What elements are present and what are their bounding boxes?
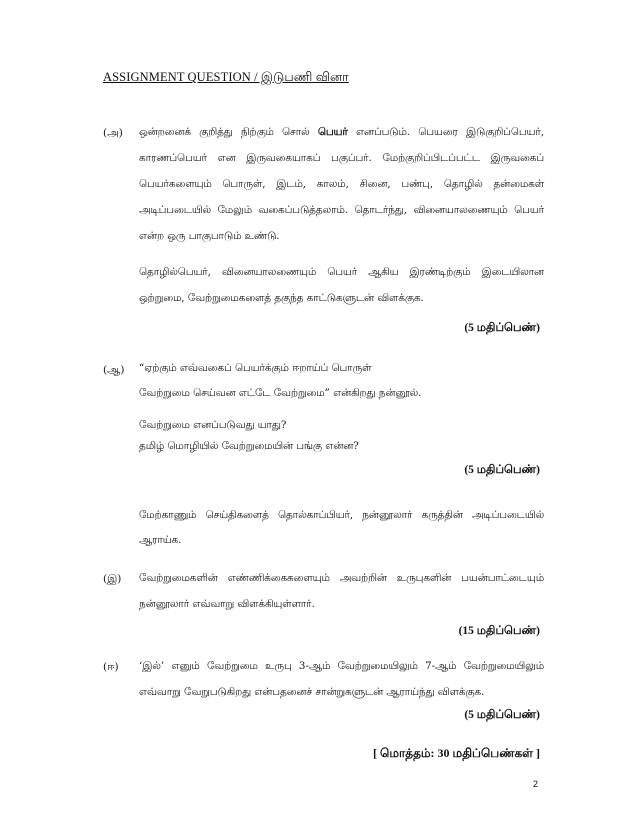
question-ii-label: (ஈ) — [103, 661, 119, 673]
question-i-label: (இ) — [103, 573, 122, 585]
question-a-marks: (5 மதிப்பெண்) — [464, 322, 540, 334]
question-ii-line-1: ‘இல்’ எனும் வேற்றுமை உருபு 3-ஆம் வேற்றுமையிலும் 7-ஆம் வேற்றுமையிலும் — [139, 660, 544, 672]
total-marks: [ மொத்தம்: 30 மதிப்பெண்கள் ] — [372, 746, 540, 760]
page-number: 2 — [532, 779, 538, 789]
question-aa-marks: (5 மதிப்பெண்) — [464, 464, 540, 476]
assignment-heading: ASSIGNMENT QUESTION / இடுபணி வினா — [103, 70, 349, 84]
question-i-line-2: நன்னூலார் எவ்வாறு விளக்கியுள்ளார். — [139, 598, 315, 610]
question-a-line-3: பெயர்களையும் பொருள், இடம், காலம், சினை, பண்பு, தொழில் தன்மைகள் — [139, 178, 544, 190]
question-ii-marks: (5 மதிப்பெண்) — [464, 709, 540, 721]
keyword-peyar: பெயர் — [317, 126, 348, 138]
question-i-marks: (15 மதிப்பெண்) — [458, 625, 540, 637]
question-aa-quote-line-2: வேற்றுமை செய்வன எட்டே வேற்றுமை” என்கிறது நன்னூல். — [139, 387, 422, 399]
question-a-line-5: என்ற ஒரு பாகுபாடும் உண்டு. — [139, 230, 280, 242]
question-ii-line-2: எவ்வாறு வேறுபடுகிறது என்பதனைச் சான்றுகளுடன் ஆராய்ந்து விளக்குக. — [139, 686, 485, 698]
question-aa-task-line-1: மேற்காணும் செய்திகளைத் தொல்காப்பியர், நன்னூலார் கருத்தின் அடிப்படையில் — [139, 509, 544, 521]
question-a-task-line-2: ஒற்றுமை, வேற்றுமைகளைத் தகுந்த காட்டுகளுடன் விளக்குக. — [139, 292, 424, 304]
question-a-task-line-1: தொழில்பெயர், வினையாலணையும் பெயர் ஆகிய இரண்டிற்கும் இடையிலான — [139, 266, 544, 278]
question-i-line-1: வேற்றுமைகளின் எண்ணிக்கைகளையும் அவற்றின் உருபுகளின் பயன்பாட்டையும் — [139, 572, 544, 584]
question-a-line-1-post: எனப்படும். பெயரை இடுகுறிப்பெயர், — [347, 126, 544, 138]
question-aa-question-1: வேற்றுமை எனப்படுவது யாது? — [139, 419, 287, 431]
question-a-label: (அ) — [103, 127, 123, 139]
question-a-line-2: காரணப்பெயர் என இருவகையாகப் பகுப்பர். மேற்குறிப்பிடப்பட்ட இருவகைப் — [139, 152, 544, 164]
question-aa-task-line-2: ஆராய்க. — [139, 534, 182, 546]
question-aa-quote-line-1: “ஏற்கும் எவ்வகைப் பெயர்க்கும் ஈறாய்ப் பொருள் — [139, 362, 372, 374]
question-a-line-1 — [139, 126, 544, 139]
question-aa-label: (ஆ) — [103, 364, 125, 376]
question-a-line-1-pre: ஒன்றனைக் குறித்து நிற்கும் சொல் — [139, 126, 318, 138]
question-a-line-4: அடிப்படையில் மேலும் வகைப்படுத்தலாம். தொடர்ந்து, வினையாலணையும் பெயர் — [139, 204, 544, 216]
question-aa-question-2: தமிழ் மொழியில் வேற்றுமையின் பங்கு என்ன? — [139, 440, 359, 452]
